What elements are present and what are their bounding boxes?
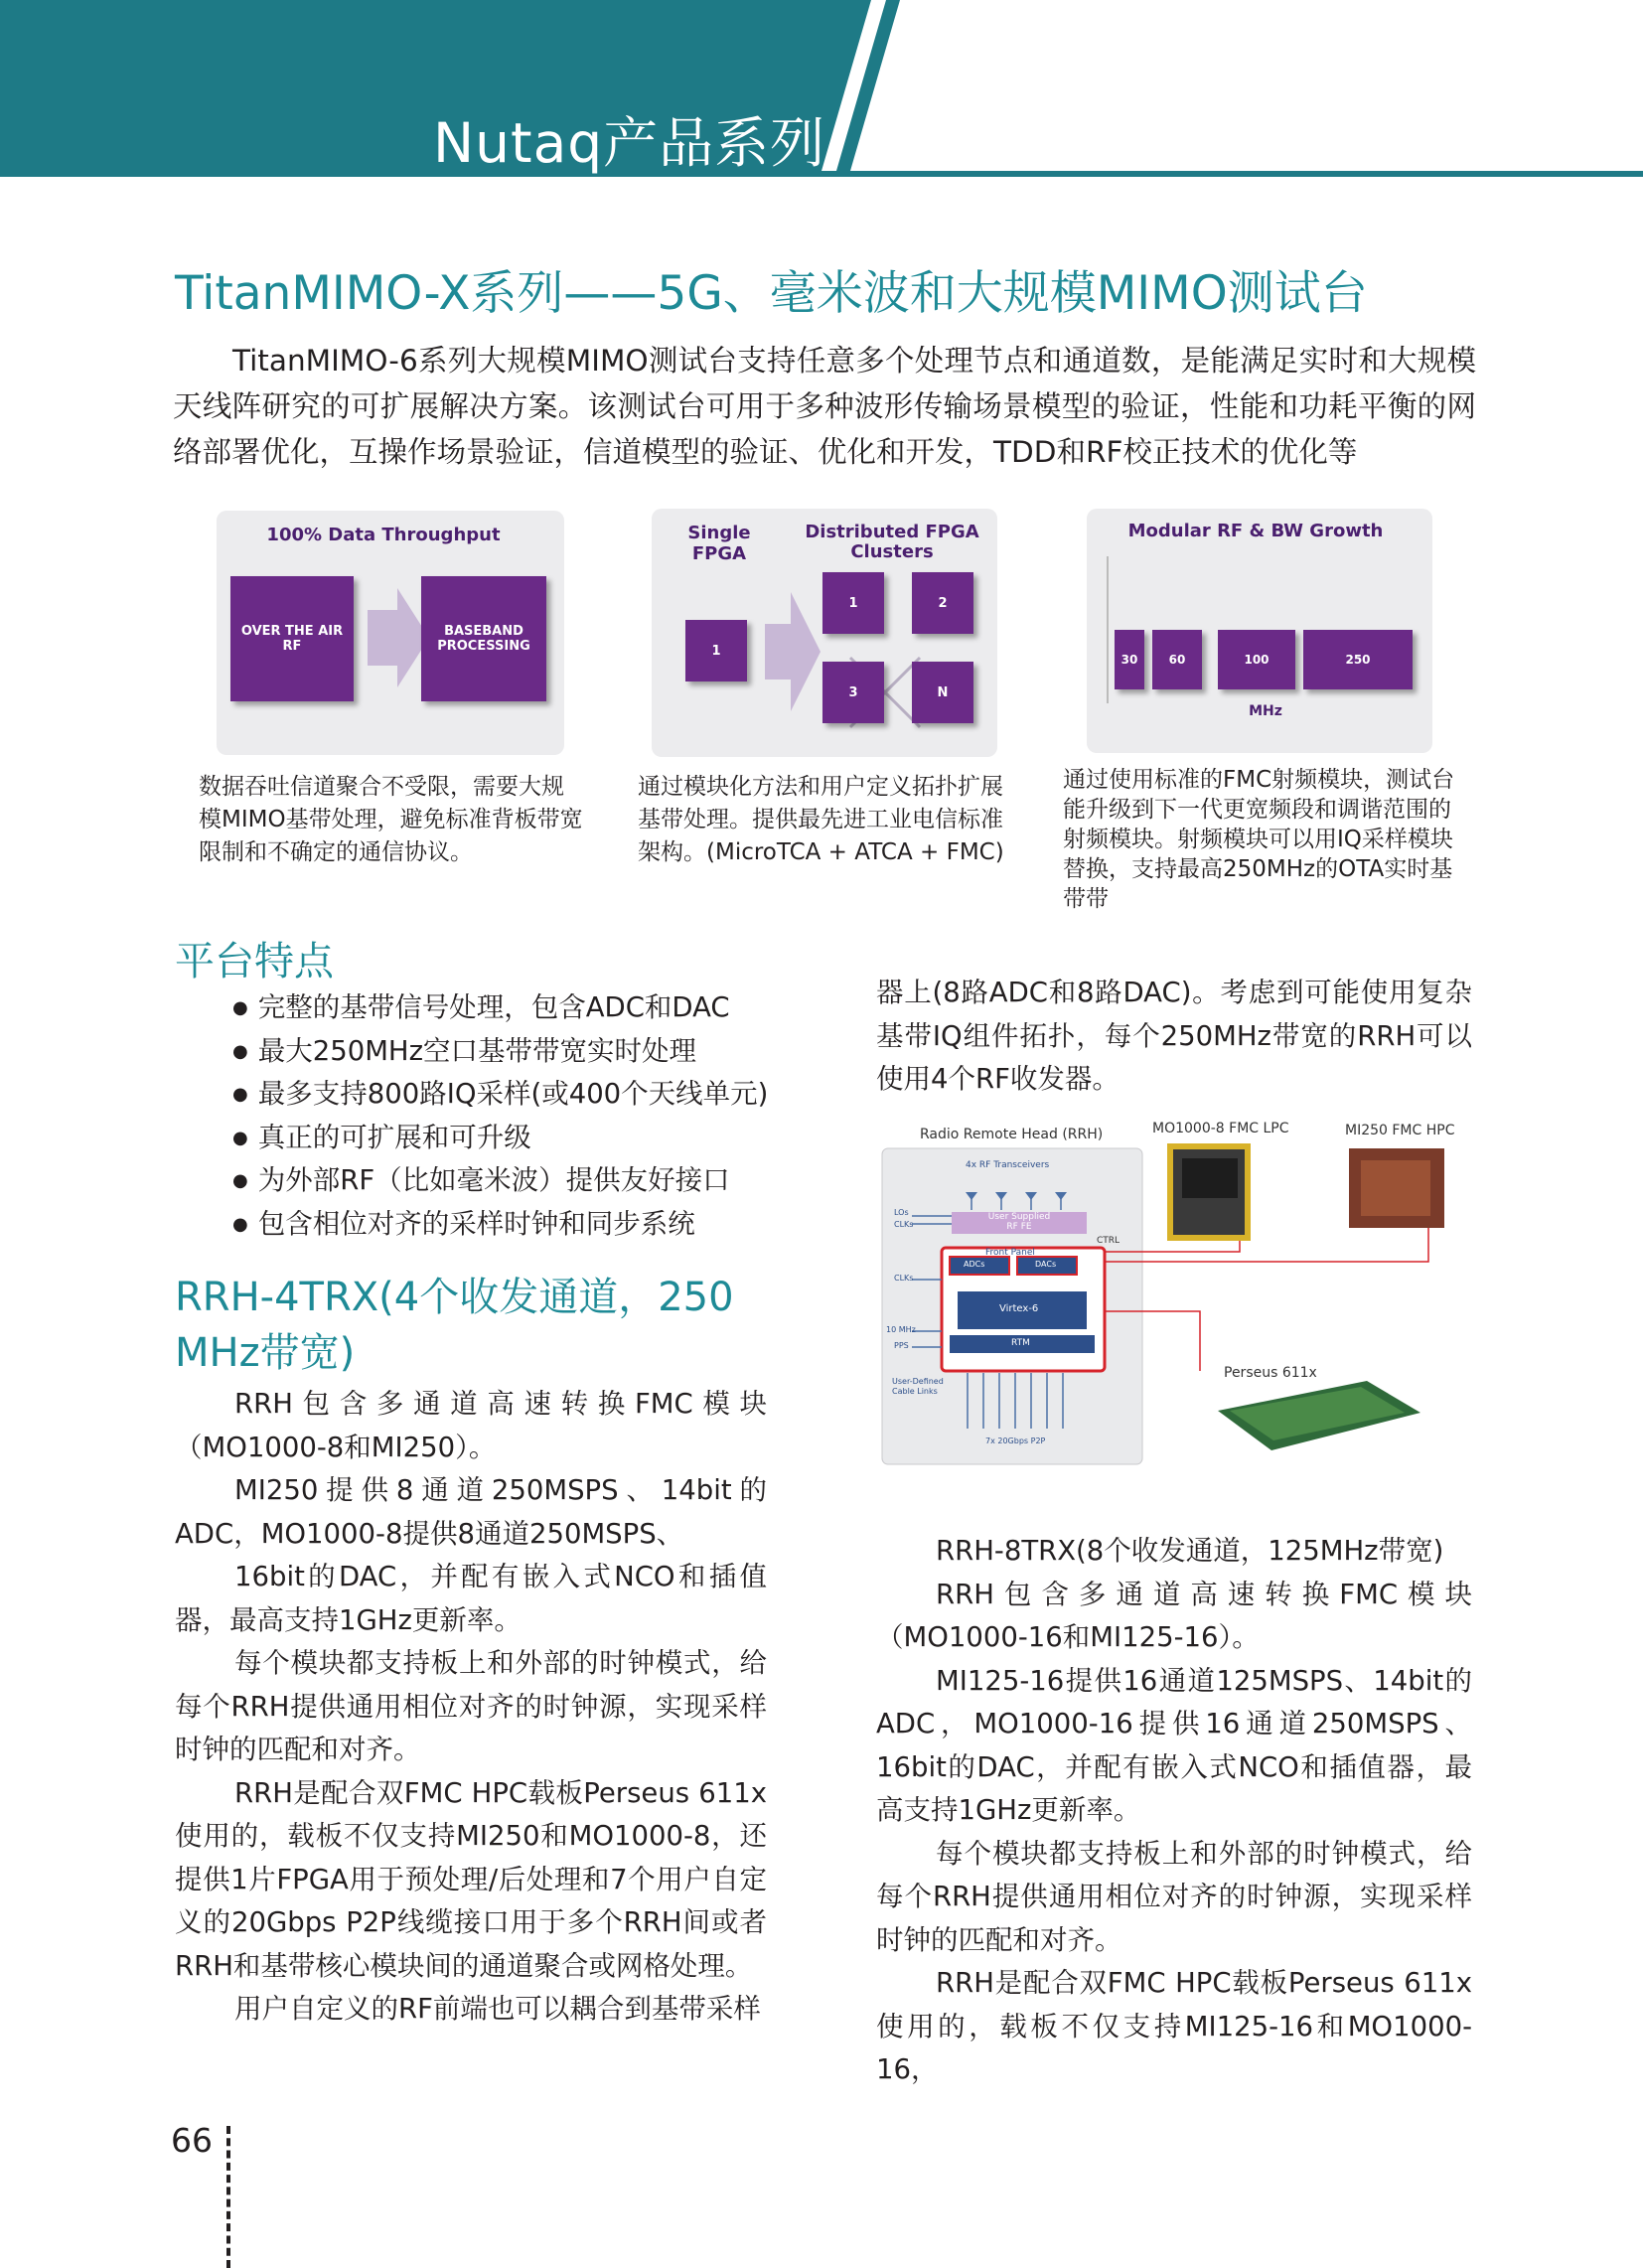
bw-unit: MHz: [1249, 703, 1282, 719]
rrh-schematic: [872, 1113, 1468, 1470]
feature-item: ● 完整的基带信号处理，包含ADC和DAC: [232, 986, 789, 1030]
p2p-label: 7x 20Gbps P2P: [985, 1436, 1046, 1445]
baseband-box: BASEBAND PROCESSING: [421, 576, 546, 701]
ctrl-label: CTRL: [1097, 1236, 1120, 1246]
intro-text: TitanMIMO-6系列大规模MIMO测试台支持任意多个处理节点和通道数，是能满足实时和大规模天线阵研究的可扩展解决方案。该测试台可用于多种波形传输场景模型的验证，性能和功耗平衡的网络部署优化，互操作场景验证，信道模型的验证、优化和开发，TDD和RF校正技术的优化等: [173, 344, 1476, 469]
figure-title: Modular RF & BW Growth: [1127, 521, 1384, 541]
bw-bar-250: 250: [1303, 630, 1413, 689]
cluster-node: 1: [822, 572, 884, 634]
bw-bar-30: 30: [1115, 630, 1144, 689]
label-mi250: MI250 FMC HPC: [1345, 1123, 1455, 1138]
paragraph: 每个模块都支持板上和外部的时钟模式，给每个RRH提供通用相位对齐的时钟源，实现采样时钟的匹配和对齐。: [876, 1837, 1472, 1956]
figure-caption: 通过使用标准的FMC射频模块，测试台能升级到下一代更宽频段和调谐范围的射频模块。射频模块可以用IQ采样模块替换，支持最高250MHz的OTA实时基带带: [1063, 767, 1455, 912]
rrh8-body: [876, 1530, 1472, 2092]
feature-item: ● 为外部RF（比如毫米波）提供友好接口: [232, 1159, 789, 1203]
series-title: Nutaq产品系列: [433, 111, 826, 175]
feature-item: ● 包含相位对齐的采样时钟和同步系统: [232, 1203, 789, 1247]
figure-caption: 数据吞吐信道聚合不受限，需要大规模MIMO基带处理，避免标准背板带宽限制和不确定的通信协议。: [199, 774, 583, 865]
feature-item: ● 真正的可扩展和可升级: [232, 1117, 789, 1160]
virtex-label: Virtex-6: [999, 1303, 1039, 1314]
user-defined-label: User-Defined Cable Links: [892, 1377, 944, 1396]
rrh4-body: [175, 1383, 767, 2032]
clks-label: CLKs: [894, 1220, 914, 1229]
clks-label: CLKs: [894, 1274, 914, 1283]
heading-line: RRH-4TRX(4个收发通道，250: [175, 1275, 734, 1320]
paragraph: MI250提供8通道250MSPS、14bit的ADC，MO1000-8提供8通道250MSPS、: [175, 1474, 767, 1550]
section-heading-rrh8: RRH-8TRX(8个收发通道，125MHz带宽): [936, 1535, 1444, 1567]
cluster-node: N: [912, 662, 973, 723]
ota-rf-box: OVER THE AIR RF: [230, 576, 354, 701]
figure-title-single: Single FPGA: [687, 523, 751, 564]
los-label: LOs: [894, 1208, 909, 1217]
rrh-diagram: [872, 1113, 1468, 1470]
heading-line: MHz带宽): [175, 1330, 356, 1376]
front-panel-label: Front Panel: [985, 1248, 1035, 1258]
paragraph: 16bit的DAC，并配有嵌入式NCO和插值器，最高支持1GHz更新率。: [175, 1561, 767, 1636]
arrow-icon: [765, 592, 821, 711]
header-band: [0, 0, 1643, 177]
paragraph: RRH包含多通道高速转换FMC模块（MO1000-8和MI250）。: [175, 1388, 767, 1463]
feature-list: [232, 986, 789, 1246]
axis-line: [1107, 556, 1109, 703]
feature-item: ● 最多支持800路IQ采样(或400个天线单元): [232, 1073, 789, 1117]
diagram-title: Radio Remote Head (RRH): [920, 1127, 1104, 1142]
paragraph: RRH是配合双FMC HPC载板Perseus 611x使用的，载板不仅支持MI125-16和MO1000-16，: [876, 1967, 1472, 2085]
figure-title-distributed: Distributed FPGA Clusters: [805, 522, 979, 562]
label-mo1000: MO1000-8 FMC LPC: [1152, 1121, 1289, 1136]
adcs-label: ADCs: [964, 1260, 985, 1269]
page-number: 66: [171, 2121, 213, 2160]
rf-fe-block: [983, 1212, 1055, 1232]
continued-paragraph: [876, 972, 1472, 1102]
paragraph: RRH是配合双FMC HPC载板Perseus 611x使用的，载板不仅支持MI250和MO1000-8，还提供1片FPGA用于预处理/后处理和7个用户自定义的20Gbps P2P线缆接口用于多个RRH间或者RRH和基带核心模块间的通道聚合或网格处理。: [175, 1776, 767, 1982]
paragraph: 每个模块都支持板上和外部的时钟模式，给每个RRH提供通用相位对齐的时钟源，实现采样时钟的匹配和对齐。: [175, 1647, 767, 1765]
section-heading-platform: 平台特点: [175, 939, 334, 984]
feature-item: ● 最大250MHz空口基带带宽实时处理: [232, 1030, 789, 1074]
arrow-icon: [368, 588, 429, 687]
paragraph: RRH包含多通道高速转换FMC模块（MO1000-16和MI125-16）。: [876, 1578, 1472, 1653]
paragraph: 用户自定义的RF前端也可以耦合到基带采样: [234, 1993, 761, 2025]
figure-title: 100% Data Throughput: [266, 525, 501, 545]
paragraph: MI125-16提供16通道125MSPS、14bit的ADC，MO1000-16提供16通道250MSPS、16bit的DAC，并配有嵌入式NCO和插值器，最高支持1GHz更新率。: [876, 1664, 1472, 1826]
intro-paragraph: [173, 338, 1476, 475]
ten-mhz-label: 10 MHz: [886, 1325, 916, 1334]
page-title: TitanMIMO-X系列——5G、毫米波和大规模MIMO测试台: [175, 266, 1368, 321]
dacs-label: DACs: [1035, 1260, 1057, 1269]
rtm-label: RTM: [1011, 1338, 1030, 1348]
figure-throughput: [217, 511, 564, 755]
footer-divider: [226, 2126, 230, 2268]
figure-rf-growth: [1087, 509, 1432, 753]
cluster-node: 2: [912, 572, 973, 634]
cluster-node: 3: [822, 662, 884, 723]
label-perseus: Perseus 611x: [1224, 1365, 1317, 1381]
bw-bar-100: 100: [1218, 630, 1295, 689]
user-supplied-label: User Supplied: [987, 1212, 1051, 1222]
rf-fe-label: RF FE: [1006, 1222, 1032, 1232]
pps-label: PPS: [894, 1341, 909, 1350]
paragraph: 器上(8路ADC和8路DAC)。考虑到可能使用复杂基带IQ组件拓扑，每个250MHz带宽的RRH可以使用4个RF收发器。: [876, 977, 1472, 1095]
figure-caption: 通过模块化方法和用户定义拓扑扩展基带处理。提供最先进工业电信标准架构。(MicroTCA + ATCA + FMC): [638, 774, 1004, 865]
single-fpga-node: 1: [685, 620, 747, 681]
bw-bar-60: 60: [1152, 630, 1202, 689]
section-heading-rrh4: [175, 1270, 771, 1381]
rf-transceivers-label: 4x RF Transceivers: [966, 1160, 1050, 1170]
figure-fpga-clusters: [652, 509, 997, 757]
